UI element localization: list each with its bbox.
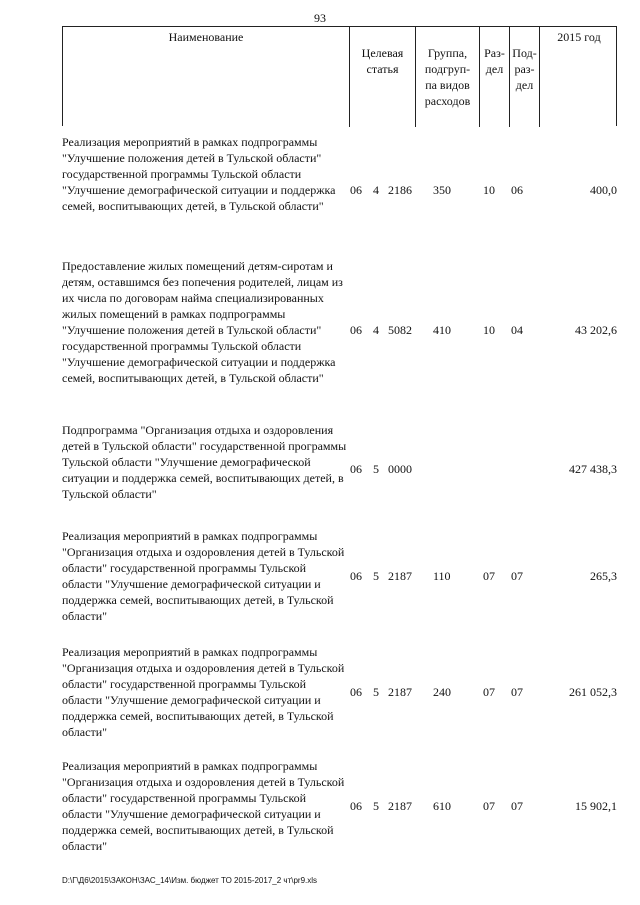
row-amount: 427 438,3 (569, 462, 617, 476)
row-subsection: 04 (511, 323, 523, 337)
row-target-part2: 4 (373, 183, 379, 197)
row-subsection: 07 (511, 685, 523, 699)
row-amount: 43 202,6 (575, 323, 617, 337)
page-number: 93 (314, 11, 326, 25)
row-target-part3: 5082 (388, 323, 412, 337)
header-year-2015 (539, 27, 618, 127)
row-target-part1: 06 (350, 183, 362, 197)
row-name: Реализация мероприятий в рамках подпрограммы "Организация отдыха и оздоровления детей в Тульской области" государственной программы Тульской области "Улучшение демографической ситуации и поддержка семей, воспитывающих детей, в Тульской области" (62, 529, 345, 623)
row-group: 240 (433, 685, 451, 699)
row-target-part2: 5 (373, 462, 379, 476)
row-group: 110 (433, 569, 451, 583)
row-target-part1: 06 (350, 569, 362, 583)
row-subsection: 06 (511, 183, 523, 197)
row-amount: 15 902,1 (575, 799, 617, 813)
table-row (62, 758, 617, 858)
row-target-part1: 06 (350, 323, 362, 337)
row-section: 10 (483, 323, 495, 337)
row-target-part2: 4 (373, 323, 379, 337)
row-section: 07 (483, 685, 495, 699)
table-row (62, 528, 617, 628)
header-expense-group (415, 27, 479, 127)
header-name-label: Наименование (168, 30, 244, 44)
header-subsection (509, 27, 539, 127)
row-group: 350 (433, 183, 451, 197)
row-target-part1: 06 (350, 462, 362, 476)
header-subsection-label: Под- раз- дел (512, 46, 537, 92)
row-target-part2: 5 (373, 569, 379, 583)
row-name: Реализация мероприятий в рамках подпрограммы "Организация отдыха и оздоровления детей в Тульской области" государственной программы Тульской области "Улучшение демографической ситуации и поддержка семей, воспитывающих детей, в Тульской области" (62, 759, 345, 853)
row-name: Реализация мероприятий в рамках подпрограммы "Улучшение положения детей в Тульской области" государственной программы Тульской области "Улучшение демографической ситуации и поддержка семей, воспитывающих детей, в Тульской области" (62, 135, 336, 213)
row-name: Реализация мероприятий в рамках подпрограммы "Организация отдыха и оздоровления детей в Тульской области" государственной программы Тульской области "Улучшение демографической ситуации и поддержка семей, воспитывающих детей, в Тульской области" (62, 645, 345, 739)
row-target-part2: 5 (373, 799, 379, 813)
row-subsection: 07 (511, 799, 523, 813)
row-amount: 400,0 (590, 183, 617, 197)
header-section (479, 27, 509, 127)
table-row (62, 134, 617, 234)
header-target-label: Целевая статья (361, 46, 404, 76)
row-name: Подпрограмма "Организация отдыха и оздоровления детей в Тульской области" государственной программы Тульской области "Улучшение демографической ситуации и поддержка семей, воспитывающих детей, в Тульской области" (62, 423, 347, 501)
row-amount: 261 052,3 (569, 685, 617, 699)
row-target-part3: 2187 (388, 799, 412, 813)
row-group: 610 (433, 799, 451, 813)
row-target-part3: 0000 (388, 462, 412, 476)
table-row (62, 644, 617, 744)
table-header (62, 26, 617, 126)
row-target-part3: 2186 (388, 183, 412, 197)
header-target-article (349, 27, 415, 127)
row-target-part3: 2187 (388, 685, 412, 699)
row-target-part2: 5 (373, 685, 379, 699)
row-section: 10 (483, 183, 495, 197)
row-amount: 265,3 (590, 569, 617, 583)
header-group-label: Группа, подгруп- па видов расходов (424, 46, 471, 108)
header-year-label: 2015 год (557, 30, 601, 44)
row-subsection: 07 (511, 569, 523, 583)
row-group: 410 (433, 323, 451, 337)
header-name (63, 27, 349, 127)
row-target-part3: 2187 (388, 569, 412, 583)
table-row (62, 258, 617, 403)
table-row (62, 422, 617, 520)
row-target-part1: 06 (350, 685, 362, 699)
row-name: Предоставление жилых помещений детям-сиротам и детям, оставшимся без попечения родителей, лицам из их числа по договорам найма специализированных жилых помещений в рамках подпрограммы "Улучшение положения детей в Тульской области" государственной программы Тульской области "Улучшение демографической ситуации и поддержка семей, воспитывающих детей, в Тульской области" (62, 259, 343, 385)
row-section: 07 (483, 799, 495, 813)
row-target-part1: 06 (350, 799, 362, 813)
header-section-label: Раз- дел (484, 46, 505, 76)
file-path-footer: D:\Г\Д6\2015\ЗАКОН\ЗАС_14\Изм. бюджет ТО 2015-2017_2 чт\pr9.xls (62, 876, 318, 885)
row-section: 07 (483, 569, 495, 583)
